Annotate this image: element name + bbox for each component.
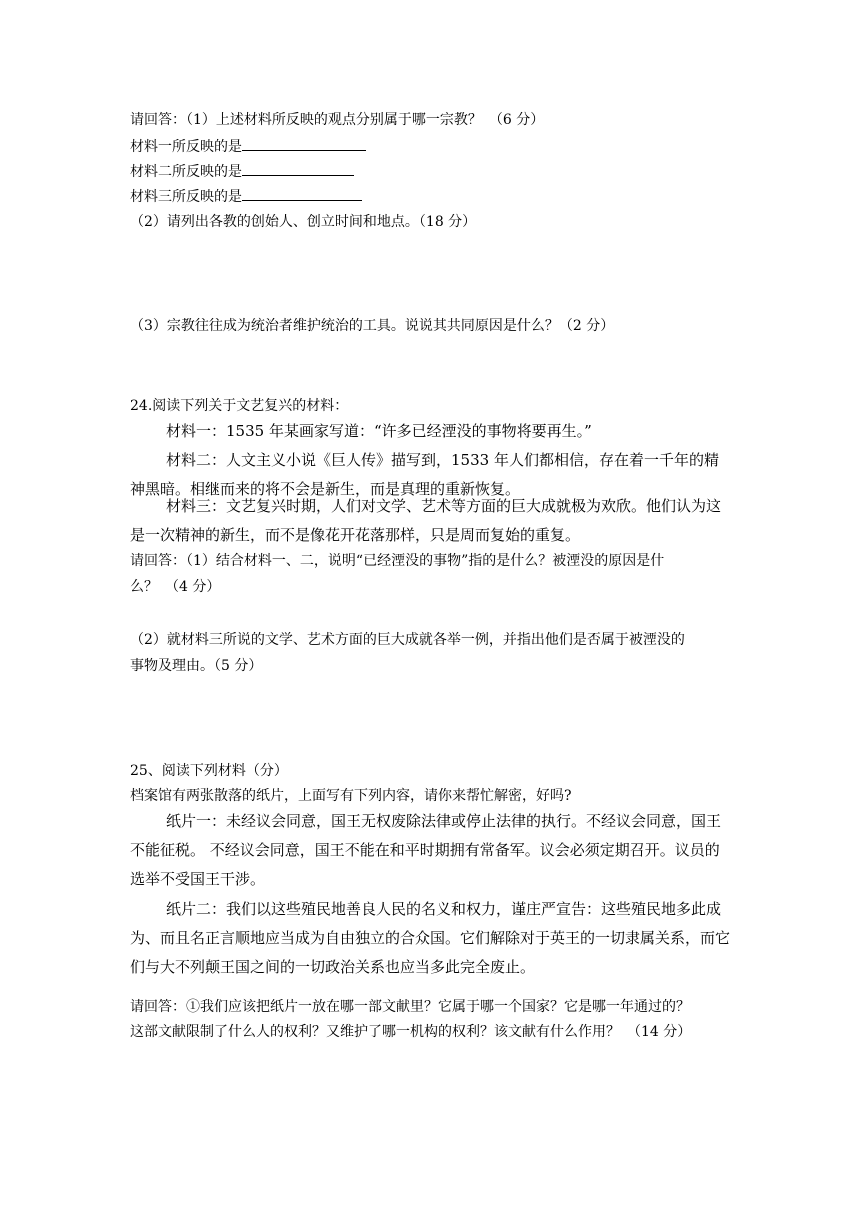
- answer-blank[interactable]: [242, 161, 354, 176]
- q24-material-2: 材料二：人文主义小说《巨人传》描写到，1533 年人们都相信，存在着一千年的精神黑暗。相继而来的将不会是新生，而是真理的重新恢复。: [130, 451, 719, 498]
- q24-material-1: 材料一：1535 年某画家写道：“许多已经湮没的事物将要再生。”: [166, 422, 592, 440]
- q24-question-1-line-1: 请回答：（1）结合材料一、二，说明“已经湮没的事物”指的是什么？被湮没的原因是什: [130, 553, 665, 569]
- q23-question-1: 请回答：（1）上述材料所反映的观点分别属于哪一宗教？ （6 分）: [130, 112, 545, 128]
- q24-question-2-line-1: （2）就材料三所说的文学、艺术方面的巨大成就各举一例，并指出他们是否属于被湮没的: [130, 632, 685, 648]
- q25-title: 25、阅读下列材料（分）: [130, 763, 288, 779]
- q23-question-2: （2）请列出各教的创始人、创立时间和地点。（18 分）: [130, 214, 477, 230]
- q23-fill-3-label: 材料三所反映的是: [130, 189, 242, 205]
- answer-blank[interactable]: [242, 136, 366, 151]
- q25-question-1-line-1: 请回答：①我们应该把纸片一放在哪一部文献里？它属于哪一个国家？它是哪一年通过的？: [130, 999, 690, 1015]
- q25-paper-2: 纸片二：我们以这些殖民地善良人民的名义和权力，谨庄严宣告：这些殖民地多此成为、而且名正言顺地应当成为自由独立的合众国。它们解除对于英王的一切隶属关系，而它们与大不列颠王国之间的一切政治关系也应当多此完全废止。: [130, 900, 731, 976]
- q23-fill-1-label: 材料一所反映的是: [130, 139, 242, 155]
- q23-fill-2: [130, 161, 354, 182]
- q23-question-3: （3）宗教往往成为统治者维护统治的工具。说说其共同原因是什么？（2 分）: [130, 318, 615, 334]
- q23-fill-1: [130, 136, 366, 157]
- q24-question-1-line-2: 么？ （4 分）: [130, 579, 221, 595]
- q24-title: 24.阅读下列关于文艺复兴的材料：: [130, 398, 349, 414]
- q23-fill-3: [130, 186, 362, 207]
- q23-fill-2-label: 材料二所反映的是: [130, 164, 242, 180]
- q25-intro: 档案馆有两张散落的纸片，上面写有下列内容，请你来帮忙解密，好吗?: [130, 788, 572, 804]
- q24-material-3: 材料三：文艺复兴时期，人们对文学、艺术等方面的巨大成就极为欢欣。他们认为这是一次精神的新生，而不是像花开花落那样，只是周而复始的重复。: [130, 497, 722, 544]
- q24-question-2-line-2: 事物及理由。（5 分）: [130, 658, 263, 674]
- q25-question-1-line-2: 这部文献限制了什么人的权利？又维护了哪一机构的权利？该文献有什么作用？ （14 分）: [130, 1024, 692, 1040]
- q25-paper-1: 纸片一：未经议会同意，国王无权废除法律或停止法律的执行。不经议会同意，国王不能征税。 不经议会同意，国王不能在和平时期拥有常备军。议会必须定期召开。议员的选举不受国王干涉。: [130, 812, 722, 888]
- answer-blank[interactable]: [242, 186, 362, 201]
